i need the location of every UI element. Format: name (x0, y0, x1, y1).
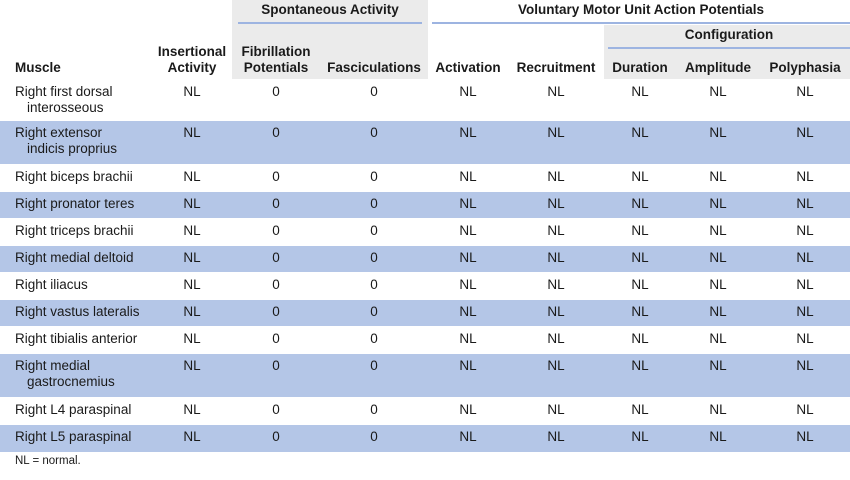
insertional-activity-cell: NL (152, 398, 232, 425)
activation-cell: NL (428, 300, 508, 327)
table-row (0, 273, 850, 300)
table-row (0, 80, 850, 121)
fibrillation-potentials-cell: 0 (232, 121, 320, 165)
duration-cell: NL (604, 273, 676, 300)
fasciculations-cell: 0 (320, 354, 428, 398)
fasciculations-cell: 0 (320, 273, 428, 300)
insertional-activity-cell: NL (152, 165, 232, 192)
fibrillation-potentials-cell: 0 (232, 192, 320, 219)
fasciculations-cell: 0 (320, 398, 428, 425)
insertional-activity-cell: NL (152, 219, 232, 246)
muscle-name: Right pronator teres (15, 196, 135, 211)
activation-cell: NL (428, 219, 508, 246)
polyphasia-header: Polyphasia (760, 50, 850, 80)
recruitment-cell: NL (508, 246, 604, 273)
muscle-name: Right vastus lateralis (15, 304, 140, 319)
spontaneous-activity-header: Spontaneous Activity (232, 0, 428, 25)
table-row (0, 354, 850, 398)
amplitude-cell: NL (676, 246, 760, 273)
header-blank (320, 25, 428, 50)
activation-cell: NL (428, 165, 508, 192)
polyphasia-cell: NL (760, 300, 850, 327)
header-blank (508, 25, 604, 50)
insertional-activity-header: Insertional Activity (157, 44, 227, 75)
table-row (0, 327, 850, 354)
insertional-activity-cell: NL (152, 273, 232, 300)
insertional-activity-cell: NL (152, 327, 232, 354)
muscle-cell (0, 246, 152, 273)
table-row (0, 246, 850, 273)
fibrillation-potentials-cell: 0 (232, 300, 320, 327)
fibrillation-potentials-cell: 0 (232, 246, 320, 273)
duration-cell: NL (604, 165, 676, 192)
recruitment-cell: NL (508, 273, 604, 300)
fibrillation-potentials-header: Fibrillation Potentials (232, 50, 320, 80)
table-row (0, 300, 850, 327)
fasciculations-cell: 0 (320, 219, 428, 246)
muscle-name: Right L5 paraspinal (15, 429, 132, 444)
recruitment-cell: NL (508, 398, 604, 425)
muscle-cell (0, 398, 152, 425)
amplitude-cell: NL (676, 80, 760, 121)
muscle-cell (0, 192, 152, 219)
muscle-cell (0, 354, 152, 398)
muscle-cell (0, 327, 152, 354)
duration-cell: NL (604, 354, 676, 398)
fasciculations-header: Fasciculations (320, 50, 428, 80)
recruitment-cell: NL (508, 219, 604, 246)
header-blank (0, 0, 152, 25)
activation-header: Activation (435, 60, 501, 75)
muscle-name: Right triceps brachii (15, 223, 134, 238)
recruitment-cell: NL (508, 192, 604, 219)
activation-cell: NL (428, 80, 508, 121)
muscle-name-continued: gastrocnemius (27, 374, 115, 389)
polyphasia-cell: NL (760, 246, 850, 273)
muscle-name: Right medial (15, 358, 91, 373)
activation-cell: NL (428, 192, 508, 219)
muscle-cell (0, 300, 152, 327)
amplitude-cell: NL (676, 165, 760, 192)
fibrillation-potentials-cell: 0 (232, 165, 320, 192)
insertional-activity-cell: NL (152, 80, 232, 121)
recruitment-cell: NL (508, 121, 604, 165)
muscle-name: Right biceps brachii (15, 169, 133, 184)
fibrillation-potentials-cell: 0 (232, 219, 320, 246)
activation-cell: NL (428, 327, 508, 354)
fasciculations-cell: 0 (320, 300, 428, 327)
muscle-cell (0, 121, 152, 165)
header-blank (0, 25, 152, 50)
fasciculations-cell: 0 (320, 192, 428, 219)
muscle-name: Right first dorsal (15, 84, 113, 99)
muscle-name: Right L4 paraspinal (15, 402, 132, 417)
amplitude-header: Amplitude (676, 50, 760, 80)
duration-header: Duration (604, 50, 676, 80)
insertional-activity-cell: NL (152, 300, 232, 327)
fasciculations-cell: 0 (320, 425, 428, 452)
fibrillation-potentials-cell: 0 (232, 273, 320, 300)
table-body (0, 80, 850, 452)
polyphasia-cell: NL (760, 354, 850, 398)
polyphasia-cell: NL (760, 327, 850, 354)
fasciculations-cell: 0 (320, 327, 428, 354)
table-row (0, 425, 850, 452)
amplitude-cell: NL (676, 121, 760, 165)
amplitude-cell: NL (676, 398, 760, 425)
recruitment-cell: NL (508, 165, 604, 192)
polyphasia-cell: NL (760, 121, 850, 165)
duration-cell: NL (604, 219, 676, 246)
muscle-cell (0, 80, 152, 121)
amplitude-cell: NL (676, 354, 760, 398)
muscle-name-continued: interosseous (27, 100, 104, 115)
muscle-cell (0, 425, 152, 452)
duration-cell: NL (604, 192, 676, 219)
recruitment-cell: NL (508, 425, 604, 452)
amplitude-cell: NL (676, 192, 760, 219)
polyphasia-cell: NL (760, 165, 850, 192)
activation-cell: NL (428, 121, 508, 165)
fibrillation-potentials-cell: 0 (232, 354, 320, 398)
muscle-cell (0, 219, 152, 246)
muscle-name: Right extensor (15, 125, 103, 140)
activation-cell: NL (428, 246, 508, 273)
polyphasia-cell: NL (760, 192, 850, 219)
muscle-cell (0, 165, 152, 192)
header-blank (152, 0, 232, 25)
table-row (0, 192, 850, 219)
activation-cell: NL (428, 273, 508, 300)
activation-cell: NL (428, 354, 508, 398)
duration-cell: NL (604, 327, 676, 354)
insertional-activity-cell: NL (152, 192, 232, 219)
fasciculations-cell: 0 (320, 80, 428, 121)
table-row (0, 219, 850, 246)
amplitude-cell: NL (676, 425, 760, 452)
polyphasia-cell: NL (760, 425, 850, 452)
recruitment-cell: NL (508, 300, 604, 327)
polyphasia-cell: NL (760, 273, 850, 300)
recruitment-header: Recruitment (516, 60, 596, 75)
insertional-activity-cell: NL (152, 425, 232, 452)
muscle-cell (0, 273, 152, 300)
insertional-activity-cell: NL (152, 246, 232, 273)
muscle-name: Right iliacus (15, 277, 88, 292)
duration-cell: NL (604, 121, 676, 165)
fibrillation-potentials-cell: 0 (232, 80, 320, 121)
polyphasia-cell: NL (760, 398, 850, 425)
muscle-column-header: Muscle (15, 60, 61, 75)
fasciculations-cell: 0 (320, 121, 428, 165)
duration-cell: NL (604, 425, 676, 452)
table-row (0, 398, 850, 425)
voluntary-motor-header: Voluntary Motor Unit Action Potentials (428, 0, 850, 25)
amplitude-cell: NL (676, 219, 760, 246)
footnote: NL = normal. (15, 455, 81, 467)
fibrillation-potentials-cell: 0 (232, 327, 320, 354)
table-row (0, 121, 850, 165)
polyphasia-cell: NL (760, 219, 850, 246)
fibrillation-potentials-cell: 0 (232, 398, 320, 425)
header-blank (428, 25, 508, 50)
insertional-activity-cell: NL (152, 121, 232, 165)
duration-cell: NL (604, 80, 676, 121)
recruitment-cell: NL (508, 327, 604, 354)
recruitment-cell: NL (508, 80, 604, 121)
amplitude-cell: NL (676, 273, 760, 300)
polyphasia-cell: NL (760, 80, 850, 121)
recruitment-cell: NL (508, 354, 604, 398)
insertional-activity-cell: NL (152, 354, 232, 398)
fasciculations-cell: 0 (320, 246, 428, 273)
duration-cell: NL (604, 398, 676, 425)
table-row (0, 165, 850, 192)
amplitude-cell: NL (676, 327, 760, 354)
muscle-name: Right tibialis anterior (15, 331, 138, 346)
fasciculations-cell: 0 (320, 165, 428, 192)
activation-cell: NL (428, 398, 508, 425)
configuration-header: Configuration (604, 25, 850, 50)
activation-cell: NL (428, 425, 508, 452)
amplitude-cell: NL (676, 300, 760, 327)
duration-cell: NL (604, 246, 676, 273)
fibrillation-potentials-cell: 0 (232, 425, 320, 452)
muscle-name: Right medial deltoid (15, 250, 134, 265)
muscle-name-continued: indicis proprius (27, 141, 118, 156)
duration-cell: NL (604, 300, 676, 327)
